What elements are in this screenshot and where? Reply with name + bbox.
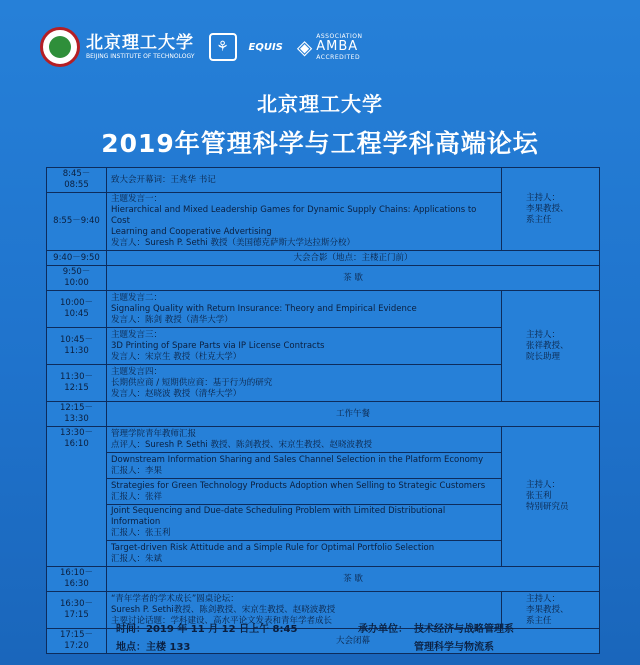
schedule-table (46, 167, 600, 654)
time-cell: 17:15－17:20 (47, 629, 107, 654)
table-row (47, 427, 600, 453)
table-row (47, 266, 600, 291)
footer (0, 616, 640, 660)
host-department-2: 管理科学与物流系 (414, 642, 494, 653)
university-seal-icon (40, 27, 80, 67)
agenda-cell: 主题发言一： Hierarchical and Mixed Leadership Games for Dynamic Supply Chains: Applications to Cost Learning and Cooperative Advertising 发言人：Suresh P. Sethi 教授（美国德克萨斯大学达拉斯分校） (107, 193, 502, 251)
table-row (47, 402, 600, 427)
agenda-cell: “青年学者的学术成长”圆桌论坛： Suresh P. Sethi教授、陈剑教授、宋京生教授、赵晓波教授 主要讨论话题：学科建设、高水平论文发表和青年学者成长 (107, 592, 502, 629)
logo-bar (40, 22, 440, 72)
table-row (47, 168, 600, 193)
table-row (47, 251, 600, 266)
time-cell: 16:30－17:15 (47, 592, 107, 629)
event-place: 地点：主楼 133 (116, 642, 191, 653)
time-cell: 8:55－9:40 (47, 193, 107, 251)
time-cell: 13:30－16:10 (47, 427, 107, 567)
university-logo-text (86, 33, 195, 61)
chair-cell: 主持人： 张玉利 特别研究员 (502, 427, 600, 567)
host-label: 承办单位： (358, 624, 408, 635)
time-cell: 16:10－16:30 (47, 567, 107, 592)
chair-cell: 主持人： 张祥教授、 院长助理 (502, 291, 600, 402)
time-cell: 11:30－12:15 (47, 365, 107, 402)
agenda-cell: Joint Sequencing and Due-date Scheduling Problem with Limited Distributional Information 汇报人：张玉利 (107, 505, 502, 541)
agenda-cell: 工作午餐 (107, 402, 600, 427)
time-cell: 9:50－10:00 (47, 266, 107, 291)
university-name-cn: 北京理工大学 (86, 33, 194, 53)
diamond-icon: ◈ (296, 35, 313, 59)
event-time: 时间：2019 年 11 月 12 日上午 8:45 (116, 624, 298, 635)
agenda-cell: 茶 歇 (107, 266, 600, 291)
equis-logo: EQUIS (248, 41, 283, 53)
amba-logo (297, 33, 363, 61)
agenda-cell: 主题发言三： 3D Printing of Spare Parts via IP License Contracts 发言人：宋京生 教授（杜克大学） (107, 328, 502, 365)
agenda-cell: 大会闭幕 (107, 629, 600, 654)
time-cell: 10:00－10:45 (47, 291, 107, 328)
agenda-cell: Target-driven Risk Attitude and a Simple Rule for Optimal Portfolio Selection 汇报人：朱斌 (107, 541, 502, 567)
agenda-cell: 大会合影（地点：主楼正门前） (107, 251, 600, 266)
accreditation-emblem-icon: ⚘ (209, 33, 237, 61)
agenda-cell: 致大会开幕词：王兆华 书记 (107, 168, 502, 193)
host-department-1: 技术经济与战略管理系 (414, 624, 514, 635)
table-row (47, 567, 600, 592)
university-title: 北京理工大学 (257, 92, 383, 116)
chair-cell: 主持人： 李果教授、 系主任 (502, 592, 600, 629)
agenda-cell: 主题发言四： 长期供应商 / 短期供应商：基于行为的研究 发言人：赵晓波 教授（清华大学） (107, 365, 502, 402)
agenda-cell: Strategies for Green Technology Products Adoption when Selling to Strategic Customers 汇报人：张祥 (107, 479, 502, 505)
chair-cell: 主持人： 李果教授、 系主任 (502, 168, 600, 251)
agenda-cell: 管理学院青年教师汇报 点评人：Suresh P. Sethi 教授、陈剑教授、宋京生教授、赵晓波教授 (107, 427, 502, 453)
time-cell: 8:45－08:55 (47, 168, 107, 193)
agenda-cell: Downstream Information Sharing and Sales Channel Selection in the Platform Economy 汇报人：李果 (107, 453, 502, 479)
amba-bottom-text: ACCREDITED (316, 54, 361, 61)
time-cell: 9:40－9:50 (47, 251, 107, 266)
time-cell: 10:45－11:30 (47, 328, 107, 365)
university-name-en: BEIJING INSTITUTE OF TECHNOLOGY (86, 53, 195, 60)
amba-text: AMBA (316, 39, 359, 54)
agenda-cell: 主题发言二： Signaling Quality with Return Insurance: Theory and Empirical Evidence 发言人：陈剑 教授（清华大学） (107, 291, 502, 328)
table-row (47, 291, 600, 328)
amba-top-text: ASSOCIATION (316, 33, 363, 40)
forum-title: 2019年管理科学与工程学科高端论坛 (101, 129, 539, 158)
agenda-cell: 茶 歇 (107, 567, 600, 592)
time-cell: 12:15－13:30 (47, 402, 107, 427)
